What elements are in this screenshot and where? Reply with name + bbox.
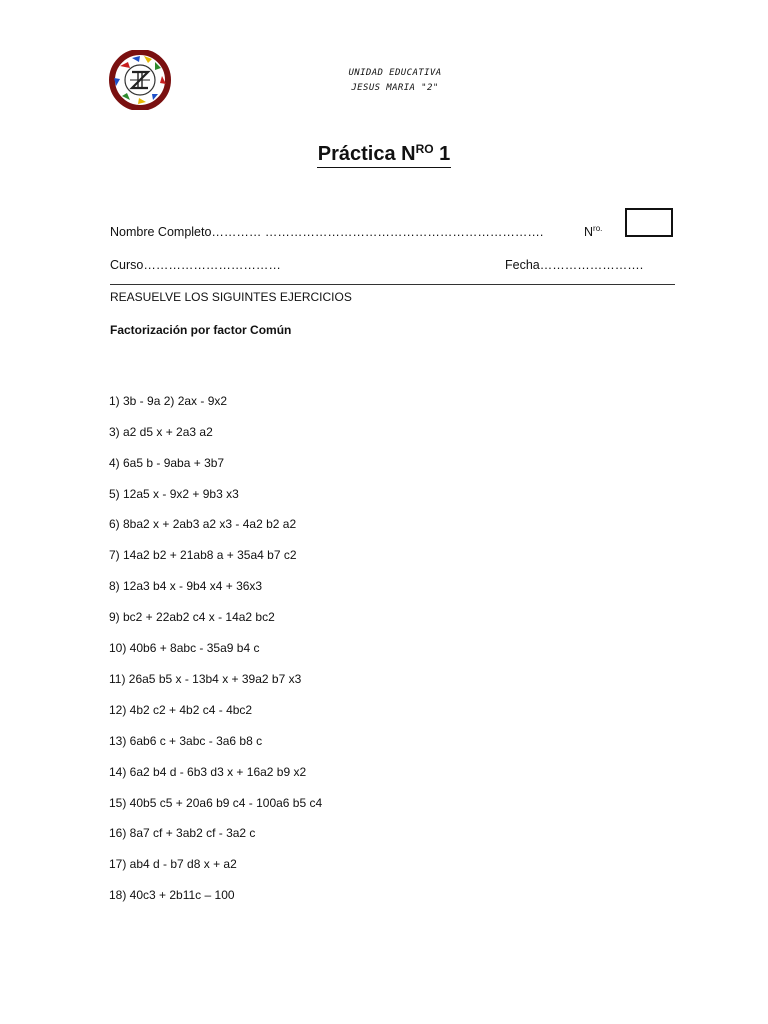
exercise-item: 13) 6ab6 c + 3abc - 3a6 b8 c (109, 734, 263, 748)
exercise-item: 18) 40c3 + 2b11c – 100 (109, 888, 235, 902)
school-name-line2: JESUS MARIA "2" (351, 83, 439, 93)
nro-superscript: ro. (593, 224, 603, 233)
section-title: Factorización por factor Común (110, 323, 292, 337)
school-name-line1: UNIDAD EDUCATIVA (348, 68, 442, 78)
date-field-label: Fecha……………………. (505, 258, 644, 272)
exercise-item: 8) 12a3 b4 x - 9b4 x4 + 36x3 (109, 579, 263, 593)
header-divider (110, 284, 675, 285)
exercise-item: 15) 40b5 c5 + 20a6 b9 c4 - 100a6 b5 c4 (109, 796, 323, 810)
exercise-item: 3) a2 d5 x + 2a3 a2 (109, 425, 213, 439)
nro-letter: N (584, 225, 594, 239)
instructions-text: REASUELVE LOS SIGUINTES EJERCICIOS (110, 290, 352, 304)
nro-field-label (584, 224, 602, 239)
exercise-item: 6) 8ba2 x + 2ab3 a2 x3 - 4a2 b2 a2 (109, 517, 297, 531)
exercise-item: 17) ab4 d - b7 d8 x + a2 (109, 857, 237, 871)
course-field-label: Curso…………………………… (110, 258, 281, 272)
exercise-item: 9) bc2 + 22ab2 c4 x - 14a2 bc2 (109, 610, 275, 624)
exercise-item: 1) 3b - 9a 2) 2ax - 9x2 (109, 394, 228, 408)
exercise-item: 16) 8a7 cf + 3ab2 cf - 3a2 c (109, 826, 256, 840)
exercise-item: 14) 6a2 b4 d - 6b3 d3 x + 16a2 b9 x2 (109, 765, 307, 779)
nro-input-box[interactable] (625, 208, 673, 237)
exercise-item: 12) 4b2 c2 + 4b2 c4 - 4bc2 (109, 703, 253, 717)
title-superscript: RO (415, 142, 434, 156)
exercise-item: 7) 14a2 b2 + 21ab8 a + 35a4 b7 c2 (109, 548, 297, 562)
exercise-item: 4) 6a5 b - 9aba + 3b7 (109, 456, 225, 470)
school-name (300, 66, 490, 96)
school-seal-logo (108, 50, 172, 110)
page-title (0, 142, 768, 168)
exercise-item: 11) 26a5 b5 x - 13b4 x + 39a2 b7 x3 (109, 672, 302, 686)
exercise-item: 5) 12a5 x - 9x2 + 9b3 x3 (109, 487, 239, 501)
page-title-underlined (317, 142, 452, 168)
title-main: Práctica N (317, 143, 416, 165)
name-field-label: Nombre Completo………… …………………………………………………………. (110, 225, 544, 239)
title-number: 1 (439, 143, 451, 165)
exercise-item: 10) 40b6 + 8abc - 35a9 b4 c (109, 641, 260, 655)
